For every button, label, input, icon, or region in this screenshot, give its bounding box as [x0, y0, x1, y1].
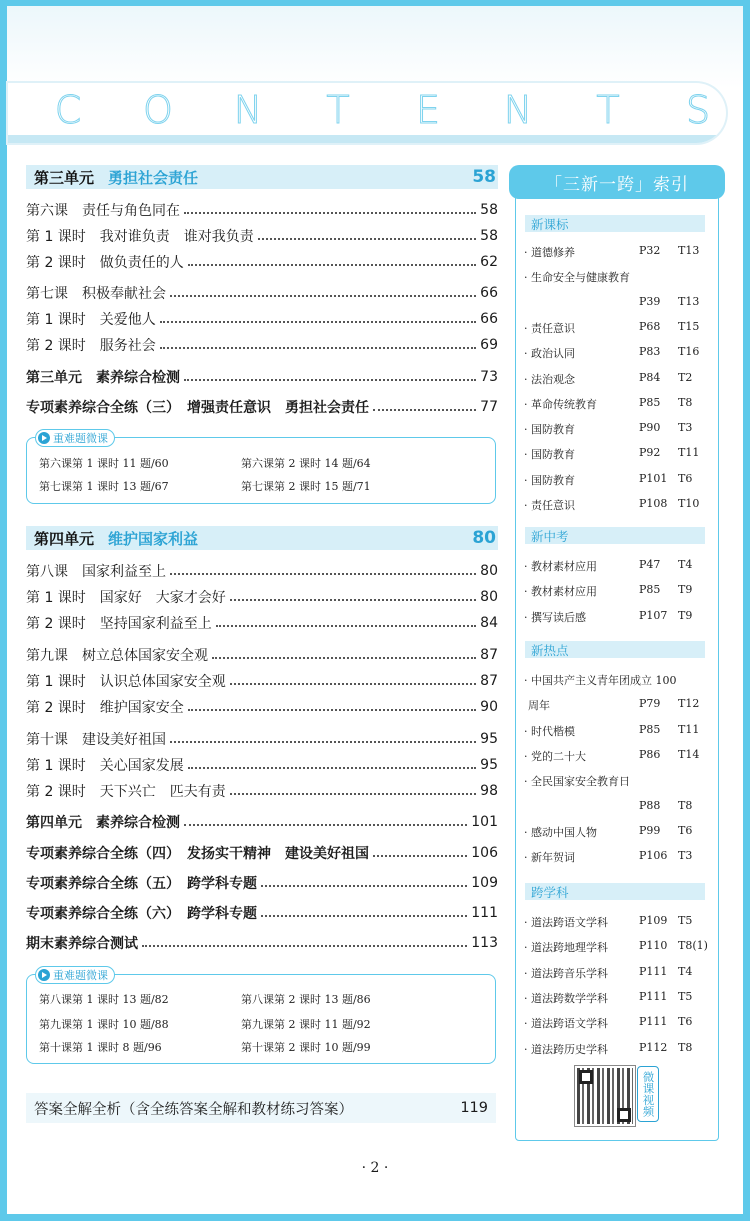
index-item-name: · 国防教育 [524, 423, 575, 437]
index-item-page: P68 [639, 319, 661, 333]
answer-label: 答案全解全析（含全练答案全解和教材练习答案） [34, 1101, 353, 1118]
index-item-name: · 中国共产主义青年团成立 100 [524, 674, 677, 687]
index-item-page: P110 [639, 939, 668, 953]
toc-row-page: 77 [480, 399, 498, 415]
toc-row-label: 第三单元 素养综合检测 [26, 370, 180, 386]
index-item[interactable] [524, 914, 714, 932]
toc-row[interactable] [26, 283, 498, 303]
contents-letter: O [143, 88, 175, 132]
index-item-question: T6 [678, 1015, 693, 1029]
answer-page: 119 [460, 1100, 488, 1116]
micro-lesson-link[interactable]: 第七课第 2 课时 15 题/71 [241, 480, 371, 493]
index-item-name: · 责任意识 [524, 499, 575, 512]
index-item-question: T4 [678, 964, 693, 978]
toc-row-label: 第 2 课时 做负责任的人 [26, 255, 184, 271]
toc-row-page: 113 [471, 935, 498, 951]
toc-row[interactable] [26, 200, 498, 220]
index-item[interactable] [524, 345, 714, 363]
index-item-page: P83 [639, 345, 661, 359]
index-item-question: T15 [678, 319, 700, 333]
index-item-question: T3 [678, 849, 693, 863]
dot-leader [170, 741, 476, 743]
micro-lesson-link[interactable]: 第九课第 2 课时 11 题/92 [241, 1018, 371, 1031]
toc-row-label: 第 1 课时 我对谁负责 谁对我负责 [26, 229, 254, 245]
unit3-header[interactable] [26, 165, 498, 189]
dot-leader [184, 379, 476, 381]
toc-row-page: 69 [480, 337, 498, 353]
toc-row[interactable] [26, 933, 498, 953]
index-item-question: T10 [678, 497, 700, 510]
index-item[interactable] [524, 371, 714, 389]
index-item[interactable] [524, 1041, 714, 1059]
contents-letter: C [54, 88, 84, 132]
toc-row-label: 专项素养综合全练（四） 发扬实干精神 建设美好祖国 [26, 846, 369, 862]
contents-header [8, 83, 726, 143]
dot-leader [261, 885, 467, 887]
index-item-name: · 党的二十大 [524, 749, 586, 763]
toc-row-page: 84 [480, 615, 498, 631]
index-item-question: T14 [678, 747, 700, 761]
dot-leader [188, 767, 476, 769]
play-icon [38, 969, 50, 981]
toc-row-page: 98 [480, 783, 498, 799]
index-item-question: T11 [678, 446, 700, 460]
index-item[interactable] [524, 497, 714, 515]
index-item-name: · 责任意识 [524, 321, 575, 335]
toc-row-label: 第四单元 素养综合检测 [26, 815, 180, 831]
toc-row-page: 80 [480, 589, 498, 605]
index-item[interactable] [524, 799, 714, 817]
index-item-question: T13 [678, 294, 700, 308]
index-item[interactable] [524, 295, 714, 313]
index-item[interactable] [524, 421, 714, 439]
index-item-page: P101 [639, 471, 668, 485]
toc-row-page: 106 [471, 845, 498, 861]
index-item-question: T6 [678, 471, 693, 485]
qr-code-icon[interactable] [575, 1066, 635, 1126]
toc-row-page: 66 [480, 311, 498, 327]
toc-row[interactable] [26, 671, 498, 691]
micro-lesson-link[interactable]: 第七课第 1 课时 13 题/67 [39, 480, 169, 493]
index-item-name: · 教材素材应用 [524, 585, 597, 599]
toc-row-page: 111 [471, 905, 498, 921]
index-section-header: 新中考 [525, 527, 705, 544]
index-item-page: P39 [639, 294, 661, 308]
index-item-page: P85 [639, 722, 661, 736]
index-item-page: P106 [639, 849, 668, 863]
index-item[interactable] [524, 583, 714, 601]
index-item-question: T8 [678, 1040, 693, 1054]
micro-lesson-link[interactable]: 第十课第 1 课时 8 题/96 [39, 1041, 162, 1054]
index-item-page: P112 [639, 1040, 668, 1054]
index-item-page: P99 [639, 823, 661, 837]
unit4-page: 80 [472, 528, 496, 548]
micro-lesson-link[interactable]: 第八课第 1 课时 13 题/82 [39, 993, 169, 1006]
toc-row-label: 专项素养综合全练（六） 跨学科专题 [26, 906, 257, 922]
toc-row-label: 专项素养综合全练（五） 跨学科专题 [26, 876, 257, 892]
dot-leader [258, 238, 476, 240]
unit4-label: 第四单元 [34, 529, 95, 548]
toc-row-page: 87 [480, 673, 498, 689]
toc-row-label: 第 2 课时 维护国家安全 [26, 700, 184, 716]
toc-row-label: 第十课 建设美好祖国 [26, 732, 166, 748]
toc-row-page: 80 [480, 563, 498, 579]
toc-row-page: 87 [480, 647, 498, 663]
index-item[interactable] [524, 446, 714, 464]
unit4-header[interactable] [26, 526, 498, 550]
toc-row-page: 73 [480, 369, 498, 385]
toc-row[interactable] [26, 397, 498, 417]
index-item[interactable] [524, 748, 714, 766]
dot-leader [170, 573, 476, 575]
toc-row[interactable] [26, 645, 498, 665]
toc-row[interactable] [26, 843, 498, 863]
toc-row-label: 第 2 课时 天下兴亡 匹夫有责 [26, 784, 226, 800]
index-item-page: P109 [639, 914, 668, 927]
toc-row-label: 第 2 课时 服务社会 [26, 338, 156, 354]
index-item[interactable] [524, 939, 714, 957]
toc-row[interactable] [26, 903, 498, 923]
unit4-micro-box [26, 969, 496, 1064]
index-item-question: T5 [678, 989, 693, 1003]
micro-lesson-link[interactable]: 第九课第 1 课时 10 题/88 [39, 1018, 169, 1031]
index-item[interactable] [524, 849, 714, 867]
toc-row[interactable] [26, 252, 498, 272]
toc-row-page: 95 [480, 757, 498, 773]
unit3-page: 58 [472, 167, 496, 187]
toc-row-page: 66 [480, 285, 498, 301]
index-item-name: · 教材素材应用 [524, 560, 597, 573]
index-item-question: T11 [678, 722, 700, 736]
index-item-name: · 国防教育 [524, 448, 575, 462]
index-item-name: · 革命传统教育 [524, 397, 597, 411]
index-item-question: T2 [678, 370, 693, 384]
unit3-label: 第三单元 [34, 168, 95, 187]
index-item-name: 周年 [528, 699, 550, 713]
index-item-name: · 道法跨音乐学科 [524, 966, 608, 980]
index-item[interactable] [524, 1015, 714, 1033]
dot-leader [184, 824, 467, 826]
toc-row[interactable] [26, 613, 498, 633]
index-item[interactable] [524, 773, 714, 791]
index-item-name: · 新年贺词 [524, 851, 575, 865]
contents-letter: E [415, 88, 442, 132]
page-number: · 2 · [361, 1160, 389, 1176]
index-item[interactable] [524, 558, 714, 576]
video-label: 微课视频 [637, 1066, 659, 1122]
toc-row-label: 专项素养综合全练（三） 增强责任意识 勇担社会责任 [26, 400, 369, 416]
dot-leader [160, 347, 476, 349]
unit3-micro-box [26, 432, 496, 504]
play-icon [38, 432, 50, 444]
index-item-name: · 撰写读后感 [524, 610, 586, 624]
micro-tag[interactable]: 重难题微课 [35, 966, 115, 984]
index-item-page: P111 [639, 989, 668, 1003]
index-item-page: P85 [639, 395, 661, 409]
dot-leader [160, 321, 476, 323]
index-item-page: P79 [639, 697, 661, 711]
contents-letter: T [326, 88, 352, 132]
toc-row[interactable] [26, 873, 498, 893]
index-item-question: T8 [678, 798, 693, 812]
index-item-name: · 政治认同 [524, 347, 575, 361]
index-item-question: T16 [678, 345, 700, 359]
index-item[interactable] [524, 723, 714, 741]
index-item-name: · 道法跨地理学科 [524, 941, 608, 955]
unit4-title: 维护国家利益 [108, 529, 199, 548]
index-item-name: · 全民国家安全教育日 [524, 775, 630, 789]
index-title: 「三新一跨」索引 [509, 165, 725, 199]
contents-letter: N [503, 88, 535, 132]
dot-leader [373, 409, 476, 411]
dot-leader [184, 212, 476, 214]
micro-lesson-link[interactable]: 第六课第 2 课时 14 题/64 [241, 457, 371, 470]
index-item-page: P111 [639, 1015, 668, 1029]
toc-row[interactable] [26, 367, 498, 387]
answer-row[interactable] [26, 1093, 496, 1123]
dot-leader [142, 945, 467, 947]
index-item-page: P84 [639, 370, 661, 384]
index-item[interactable] [524, 269, 714, 287]
toc-row-page: 62 [480, 254, 498, 270]
index-item[interactable] [524, 244, 714, 262]
index-item-page: P86 [639, 747, 661, 761]
toc-row-page: 58 [480, 202, 498, 218]
dot-leader [230, 599, 476, 601]
index-item-page: P88 [639, 798, 661, 812]
micro-lesson-link[interactable]: 第六课第 1 课时 11 题/60 [39, 457, 169, 470]
index-item-name: · 时代楷模 [524, 724, 575, 738]
index-item-question: T5 [678, 914, 693, 927]
dot-leader [216, 625, 476, 627]
index-item-question: T8(1) [678, 939, 708, 953]
index-item-page: P85 [639, 583, 661, 597]
toc-row-page: 90 [480, 699, 498, 715]
dot-leader [230, 793, 476, 795]
dot-leader [261, 915, 467, 917]
index-item-name: · 道法跨历史学科 [524, 1042, 608, 1056]
index-item-page: P107 [639, 608, 668, 622]
toc-row-label: 第 1 课时 关心国家发展 [26, 758, 184, 774]
index-item-name: · 道法跨语文学科 [524, 916, 608, 929]
toc-row-page: 109 [471, 875, 498, 891]
unit3-title: 勇担社会责任 [108, 168, 199, 187]
contents-letter: S [685, 88, 713, 132]
index-item-name: · 国防教育 [524, 473, 575, 487]
dot-leader [170, 295, 476, 297]
index-item-question: T8 [678, 395, 693, 409]
index-section-header: 新热点 [525, 641, 705, 658]
toc-row-label: 第六课 责任与角色同在 [26, 203, 180, 219]
index-item-name: · 道法跨语文学科 [524, 1017, 608, 1031]
toc-row[interactable] [26, 226, 498, 246]
index-item-page: P92 [639, 446, 661, 460]
dot-leader [212, 657, 476, 659]
toc-row-label: 第八课 国家利益至上 [26, 564, 166, 580]
toc-row-page: 101 [471, 814, 498, 830]
index-item-page: P111 [639, 964, 668, 978]
index-section-header: 新课标 [525, 215, 705, 232]
toc-row[interactable] [26, 587, 498, 607]
toc-row-page: 95 [480, 731, 498, 747]
toc-row[interactable] [26, 729, 498, 749]
contents-letter: T [596, 88, 622, 132]
index-item-question: T13 [678, 244, 700, 257]
toc-row[interactable] [26, 335, 498, 355]
top-band [7, 6, 743, 88]
index-item-page: P47 [639, 558, 661, 571]
micro-lesson-link[interactable]: 第八课第 2 课时 13 题/86 [241, 993, 371, 1006]
index-item-question: T4 [678, 558, 693, 571]
micro-tag[interactable]: 重难题微课 [35, 429, 115, 447]
index-item-question: T6 [678, 823, 693, 837]
index-section-header: 跨学科 [525, 883, 705, 900]
index-item-name: · 道法跨数学学科 [524, 991, 608, 1005]
toc-row-label: 第九课 树立总体国家安全观 [26, 648, 208, 664]
toc-row-label: 第 1 课时 认识总体国家安全观 [26, 674, 226, 690]
dot-leader [373, 855, 467, 857]
index-item-page: P32 [639, 244, 661, 257]
index-item-name: · 生命安全与健康教育 [524, 271, 630, 285]
index-item[interactable] [524, 609, 714, 627]
toc-row[interactable] [26, 561, 498, 581]
toc-row[interactable] [26, 755, 498, 775]
index-item[interactable] [524, 396, 714, 414]
index-item[interactable] [524, 472, 714, 490]
index-item[interactable] [524, 697, 714, 715]
dot-leader [188, 264, 476, 266]
toc-row-label: 第 2 课时 坚持国家利益至上 [26, 616, 212, 632]
index-item[interactable] [524, 824, 714, 842]
index-item-page: P90 [639, 421, 661, 435]
index-item-name: · 感动中国人物 [524, 825, 597, 839]
contents-title [34, 88, 726, 132]
index-item[interactable] [524, 672, 714, 690]
toc-row-label: 第七课 积极奉献社会 [26, 286, 166, 302]
toc-row[interactable] [26, 697, 498, 717]
index-item-question: T9 [678, 583, 693, 597]
contents-letter: N [233, 88, 265, 132]
index-item[interactable] [524, 990, 714, 1008]
index-item[interactable] [524, 320, 714, 338]
index-item[interactable] [524, 965, 714, 983]
index-item-question: T12 [678, 697, 700, 711]
index-item-question: T3 [678, 421, 693, 435]
index-item-name: · 法治观念 [524, 372, 575, 386]
toc-row[interactable] [26, 812, 498, 832]
toc-row[interactable] [26, 781, 498, 801]
index-item-name: · 道德修养 [524, 246, 575, 259]
toc-row-page: 58 [480, 228, 498, 244]
toc-row-label: 期末素养综合测试 [26, 936, 138, 952]
toc-row-label: 第 1 课时 关爱他人 [26, 312, 156, 328]
dot-leader [230, 683, 476, 685]
dot-leader [188, 709, 476, 711]
index-item-question: T9 [678, 608, 693, 622]
toc-row[interactable] [26, 309, 498, 329]
index-item-page: P108 [639, 497, 668, 510]
toc-row-label: 第 1 课时 国家好 大家才会好 [26, 590, 226, 606]
micro-lesson-link[interactable]: 第十课第 2 课时 10 题/99 [241, 1041, 371, 1054]
